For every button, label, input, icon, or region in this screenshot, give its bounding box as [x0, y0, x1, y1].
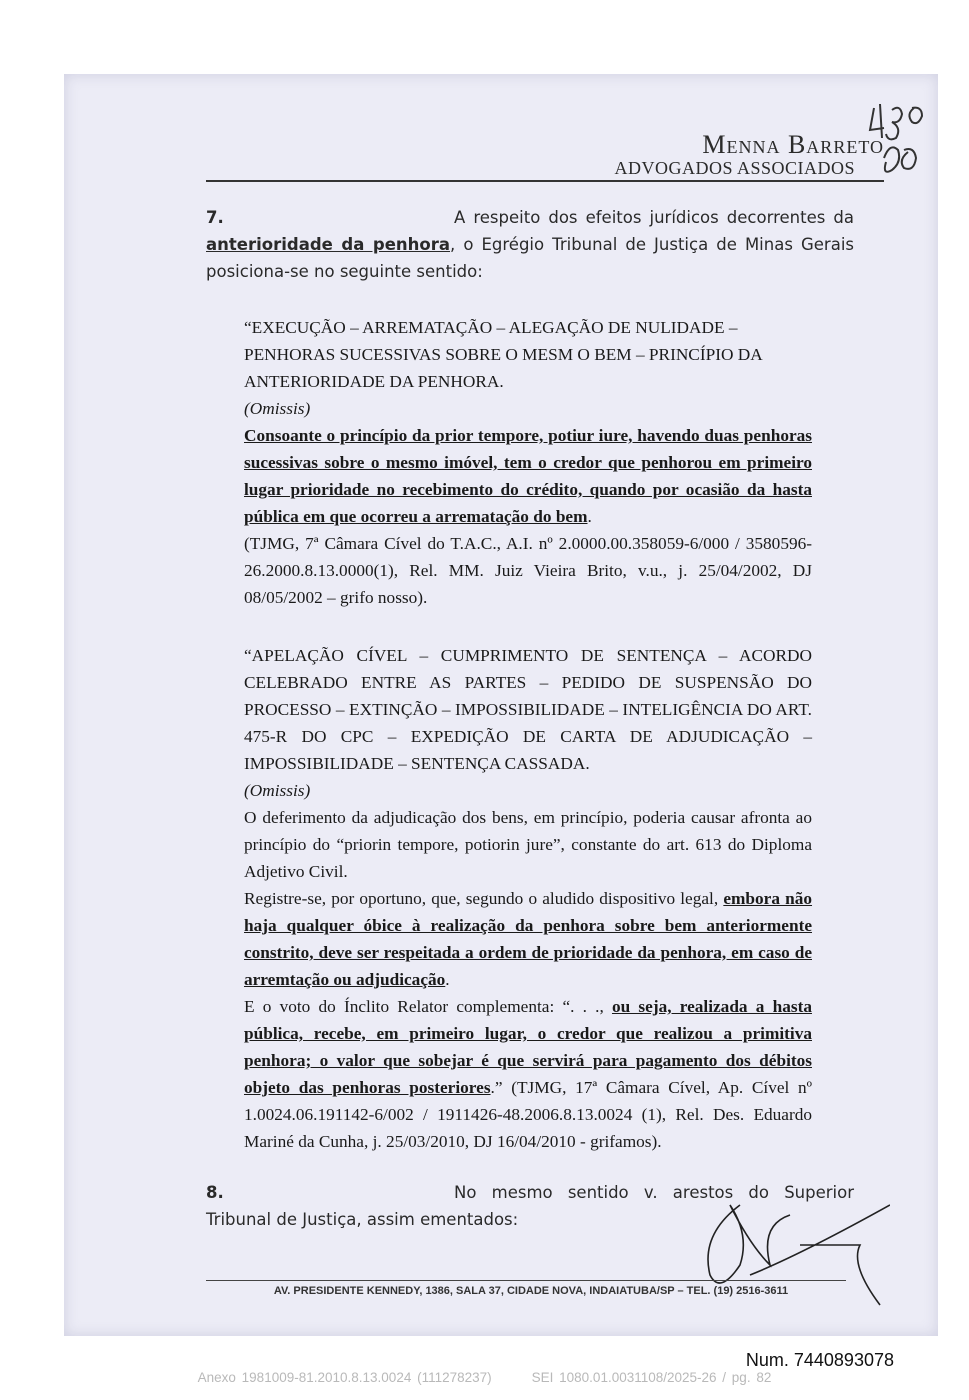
- letterhead-firm-name: Menna Barreto: [702, 130, 884, 159]
- document-number: Num. 7440893078: [745, 1350, 894, 1370]
- quote-heading: “EXECUÇÃO – ARREMATAÇÃO – ALEGAÇÃO DE NULIDADE – PENHORAS SUCESSIVAS SOBRE O MESM O BEM – PRINCÍPIO DA ANTERIORIDADE DA PENHORA.: [244, 318, 762, 391]
- quote-underlined: ou seja, realizada a hasta pública, recebe, em primeiro lugar, o credor que realizou a primitiva penhora; o valor que sobejar é que servirá para pagamento dos débitos objeto das penhoras posteriores: [244, 997, 812, 1097]
- footer-address: AV. PRESIDENTE KENNEDY, 1386, SALA 37, CIDADE NOVA, INDAIATUBA/SP – TEL. (19) 2516-3611: [273, 1285, 789, 1297]
- quote-paragraph: O deferimento da adjudicação dos bens, em princípio, poderia causar afronta ao princípio do “priorin tempore, potiorin jure”, constante do art. 613 do Diploma Adjetivo Civil.: [244, 808, 812, 881]
- letterhead-divider: [206, 180, 884, 182]
- paragraph-7: 7. A respeito dos efeitos jurídicos decorrentes da anterioridade da penhora, o Egrégio Tribunal de Justiça de Minas Gerais posiciona-se no seguinte sentido:: [206, 204, 854, 285]
- paragraph-8: 8. No mesmo sentido v. arestos do Superior Tribunal de Justiça, assim ementados:: [206, 1179, 854, 1233]
- emphasis-text: anterioridade da penhora: [206, 235, 451, 254]
- jurisprudence-quote-2: “APELAÇÃO CÍVEL – CUMPRIMENTO DE SENTENÇA – ACORDO CELEBRADO ENTRE AS PARTES – PEDIDO DE SUSPENSÃO DO PROCESSO – EXTINÇÃO – IMPOSSIBILIDADE – INTELIGÊNCIA DO ART. 475-R DO CPC – EXPEDIÇÃO DE CARTA DE ADJUDICAÇÃO – IMPOSSIBILIDADE – SENTENÇA CASSADA. (Omissis) O deferimento da adjudicação dos bens, em princípio, poderia causar afronta ao princípio do “priorin tempore, potiorin jure”, constante do art. 613 do Diploma Adjetivo Civil. Registre-se, por oportuno, que, segundo o aludido dispositivo legal, embora não haja qualquer óbice à realização da penhora sobre bem anteriormente constrito, deve ser respeitada a ordem de prioridade da penhora, em caso de arremtação ou adjudicação. E o voto do Ínclito Relator complementa: “. . ., ou seja, realizada a hasta pública, recebe, em primeiro lugar, o credor que realizou a primitiva penhora; o valor que sobejar é que servirá para pagamento dos débitos objeto das penhoras posteriores.” (TJMG, 17ª Câmara Cível, Ap. Cível nº 1.0024.06.191142-6/002 / 1911426-48.2006.8.13.0024 (1), Rel. Des. Eduardo Mariné da Cunha, j. 25/03/2010, DJ 16/04/2010 - grifamos).: [244, 642, 812, 1155]
- omissis: (Omissis): [244, 781, 311, 800]
- footer-divider: [206, 1280, 846, 1281]
- annex-stamp: Anexo 1981009-81.2010.8.13.0024 (111278237) SEI 1080.01.0031108/2025-26 / pg. 82: [197, 1370, 772, 1385]
- quote-heading: “APELAÇÃO CÍVEL – CUMPRIMENTO DE SENTENÇA – ACORDO CELEBRADO ENTRE AS PARTES – PEDIDO DE SUSPENSÃO DO PROCESSO – EXTINÇÃO – IMPOSSIBILIDADE – INTELIGÊNCIA DO ART. 475-R DO CPC – EXPEDIÇÃO DE CARTA DE ADJUDICAÇÃO – IMPOSSIBILIDADE – SENTENÇA CASSADA.: [244, 646, 812, 773]
- paragraph-number: 8.: [206, 1183, 224, 1202]
- handwritten-signature: [690, 1195, 890, 1315]
- jurisprudence-quote-1: “EXECUÇÃO – ARREMATAÇÃO – ALEGAÇÃO DE NULIDADE – PENHORAS SUCESSIVAS SOBRE O MESM O BEM – PRINCÍPIO DA ANTERIORIDADE DA PENHORA. (Omissis) Consoante o princípio da prior tempore, potiur iure, havendo duas penhoras sucessivas sobre o mesmo imóvel, tem o credor que penhorou em primeiro lugar prioridade no recebimento do crédito, quando por ocasião da hasta pública em que ocorreu a arrematação do bem. (TJMG, 7ª Câmara Cível do T.A.C., A.I. nº 2.0000.00.358059-6/000 / 3580596-26.2000.8.13.0000(1), Rel. MM. Juiz Vieira Brito, v.u., j. 25/04/2002, DJ 08/05/2002 – grifo nosso).: [244, 314, 812, 611]
- quote-citation: (TJMG, 7ª Câmara Cível do T.A.C., A.I. nº 2.0000.00.358059-6/000 / 3580596-26.2000.8.13.0000(1), Rel. MM. Juiz Vieira Brito, v.u., j. 25/04/2002, DJ 08/05/2002 – grifo nosso).: [244, 534, 812, 607]
- handwritten-page-number: [864, 98, 934, 198]
- paragraph-number: 7.: [206, 208, 224, 227]
- omissis: (Omissis): [244, 399, 311, 418]
- quote-underlined: Consoante o princípio da prior tempore, potiur iure, havendo duas penhoras sucessivas sobre o mesmo imóvel, tem o credor que penhorou em primeiro lugar prioridade no recebimento do crédito, quando por ocasião da hasta pública em que ocorreu a arrematação do bem: [244, 426, 812, 526]
- quote-underlined: embora não haja qualquer óbice à realização da penhora sobre bem anteriormente constrito, deve ser respeitada a ordem de prioridade da penhora, em caso de arremtação ou adjudicação: [244, 889, 813, 989]
- letterhead-subtitle: ADVOGADOS ASSOCIADOS: [614, 158, 855, 178]
